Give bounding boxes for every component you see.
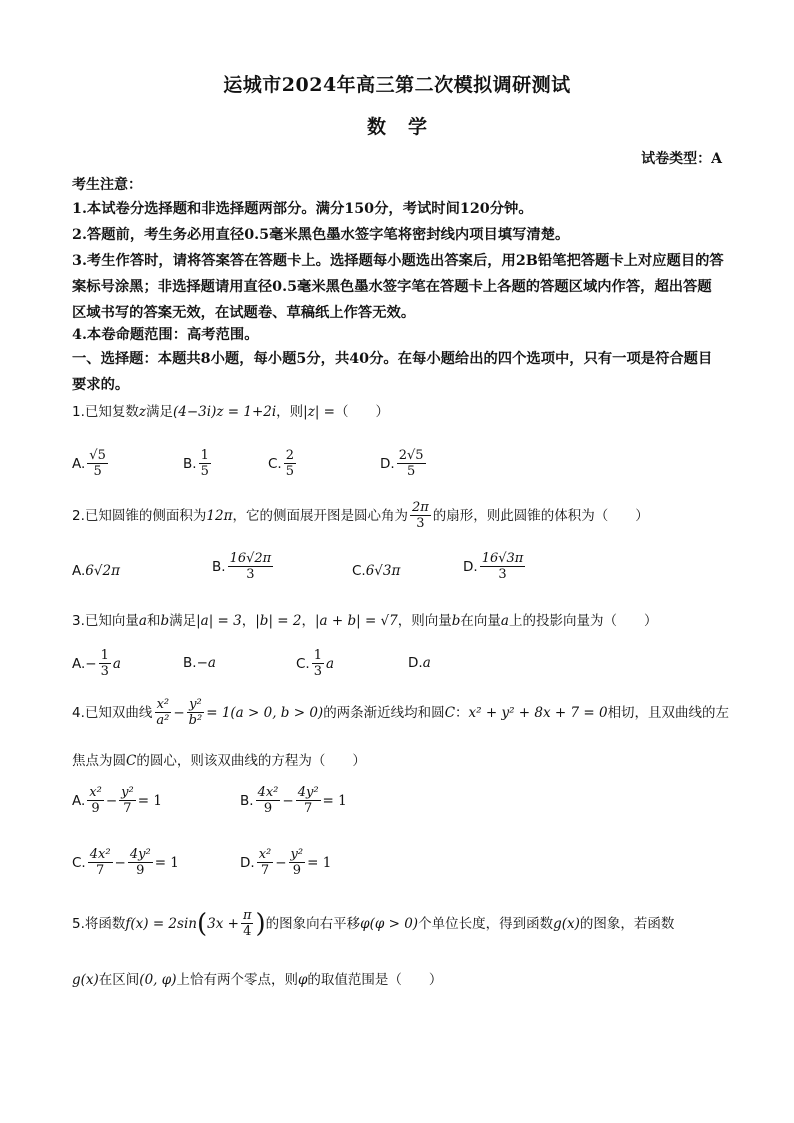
denominator: 3 [498, 567, 507, 582]
circle-c: C [126, 753, 137, 769]
exam-title: 运城市2024年高三第二次模拟调研测试 [223, 74, 571, 96]
sign: − [85, 655, 97, 672]
option-label: A. [72, 563, 86, 579]
q3-cond1: |a| = 3 [196, 613, 242, 629]
numerator: 2 [285, 448, 294, 463]
paper-type: 试卷类型：A [641, 151, 722, 167]
q2-option-c [352, 563, 400, 579]
subject-title: 数学 [366, 116, 449, 138]
denominator: 3 [100, 664, 109, 679]
q1-option-d [380, 448, 428, 479]
numerator: √5 [89, 448, 106, 463]
numerator: x² [89, 785, 102, 800]
q4-option-a: A. $\frac{\text{x²}}{9}$ − $\frac{\text{y²}}{7}$ = 1 [72, 785, 162, 816]
q3-cond2: |b| = 2 [255, 613, 302, 629]
fraction [289, 847, 306, 878]
option-label: B. [240, 792, 254, 809]
option-value: a [422, 655, 431, 671]
option-label: B. [183, 455, 197, 472]
q3-text: 和 [146, 613, 161, 629]
q4-text3: 相切，且双曲线的左 [607, 704, 730, 721]
option-label: A. [72, 655, 86, 672]
q4-option-c: C. $\frac{\text{4x²}}{7}$ − $\frac{\text{4y²}}{9}$ = 1 [72, 847, 179, 878]
q5-text: 5.将函数 [72, 915, 126, 932]
fraction [312, 648, 324, 679]
vector-a: a [326, 655, 335, 672]
q4-text5: 的圆心，则该双曲线的方程为（ ） [136, 753, 366, 769]
numerator: 1 [313, 648, 322, 663]
vector-a: a [112, 655, 121, 672]
numerator: x² [156, 697, 170, 712]
q1-equation: (4−3i)z = 1+2i [173, 404, 277, 420]
q5-text7: 的取值范围是（ ） [307, 972, 443, 988]
option-label: A. [72, 792, 86, 809]
numerator: 16√2π [229, 551, 272, 566]
fraction [199, 448, 211, 479]
q5-text6: 上恰有两个零点，则 [176, 972, 298, 988]
q4-text4: 焦点为圆 [72, 753, 126, 769]
q3-option-c [296, 648, 334, 679]
q2-option-a [72, 563, 120, 579]
denominator: 9 [292, 863, 301, 878]
vector-a: a [138, 613, 147, 629]
interval: (0, φ) [139, 972, 177, 988]
denominator: 7 [123, 801, 132, 816]
q5-text5: 在区间 [98, 972, 140, 988]
vector-b: b [160, 613, 170, 629]
q2-area: 12π [206, 507, 233, 524]
denominator: a² [156, 713, 170, 728]
option-label: A. [72, 455, 86, 472]
fraction [88, 847, 113, 878]
numerator: y² [189, 697, 202, 712]
q1-var: z [138, 404, 147, 420]
q1-option-c [268, 448, 298, 479]
function-g: g(x) [553, 915, 580, 932]
q1-option-a [72, 448, 110, 479]
q1-text: 1.已知复数 [72, 404, 139, 420]
q4-colon: ： [455, 704, 469, 721]
question-1 [72, 402, 732, 422]
q1-option-b [183, 448, 213, 479]
option-label: C. [72, 854, 86, 871]
q4-option-d: D. $\frac{\text{x²}}{7}$ − $\frac{\text{y²}}{9}$ = 1 [240, 847, 332, 878]
q3-text: 在向量 [460, 613, 501, 629]
q4-text2: 的两条渐近线均和圆 [323, 704, 445, 721]
option-label: C. [296, 655, 310, 672]
fraction [410, 500, 431, 531]
fraction [257, 847, 274, 878]
fraction [296, 785, 321, 816]
q4-text: 4.已知双曲线 [72, 704, 153, 721]
equals-one: = 1 [137, 792, 162, 809]
q3-option-a [72, 648, 121, 679]
numerator: 1 [100, 648, 109, 663]
function-g: g(x) [72, 972, 99, 988]
numerator: y² [290, 847, 304, 862]
q4-condition: = 1(a > 0, b > 0) [206, 704, 324, 721]
option-label: D. [240, 854, 255, 871]
numerator: 4x² [89, 847, 111, 862]
fraction [256, 785, 281, 816]
q3-comma: ， [301, 613, 315, 629]
q1-modulus: |z| = [303, 404, 335, 420]
phi: φ [297, 972, 308, 988]
question-4-line-2 [72, 751, 732, 771]
numerator: 4x² [257, 785, 279, 800]
q3-text: 满足 [169, 613, 197, 629]
fraction [99, 648, 111, 679]
notice-heading: 考生注意： [72, 177, 142, 193]
option-label: C. [352, 563, 366, 579]
q3-text: 上的投影向量为（ ） [508, 613, 658, 629]
denominator: 4 [243, 924, 252, 939]
fraction [187, 697, 205, 728]
option-value: 6√3π [365, 563, 401, 579]
q1-text2: 满足 [146, 404, 174, 420]
q5-text3: 个单位长度，得到函数 [418, 915, 554, 932]
numerator: y² [121, 785, 134, 800]
q3-text: 3.已知向量 [72, 613, 139, 629]
shift-phi: φ(φ > 0) [360, 915, 419, 932]
circle-equation: x² + y² + 8x + 7 = 0 [468, 704, 608, 721]
denominator: 9 [136, 863, 145, 878]
denominator: 5 [285, 464, 294, 479]
q2-text2: ，它的侧面展开图是圆心角为 [232, 507, 408, 524]
equals-one: = 1 [322, 792, 347, 809]
denominator: 7 [303, 801, 313, 816]
denominator: 9 [263, 801, 273, 816]
option-label: D. [380, 455, 395, 472]
fraction [241, 908, 254, 939]
question-3 [72, 611, 732, 631]
question-5: 5.将函数 f(x) = 2sin ( 3x + $\frac{\pi}{4}$ ) 的图象向右平移 φ(φ > 0) 个单位长度，得到函数 g(x) 的图象，若函数 [72, 908, 675, 939]
denominator: 7 [260, 863, 270, 878]
function-arg: 3x + [207, 915, 239, 932]
notice-item-2: 2.答题前，考生务必用直径0.5毫米黑色墨水签字笔将密封线内项目填写清楚。 [72, 227, 570, 243]
function-f: f(x) = 2sin [125, 915, 197, 932]
option-label: C. [268, 455, 282, 472]
q1-text3: ，则 [276, 404, 304, 420]
equals-one: = 1 [307, 854, 332, 871]
vector-a: a [500, 613, 509, 629]
option-label: D. [463, 558, 478, 575]
q3-option-b [183, 655, 216, 671]
fraction [119, 785, 136, 816]
q3-cond3: |a + b| = √7 [314, 613, 398, 629]
section-heading: 一、选择题：本题共8小题，每小题5分，共40分。在每小题给出的四个选项中，只有一项是符合题目要求的。 [72, 351, 713, 393]
q4-option-b: B. $\frac{\text{4x²}}{9}$ − $\frac{\text{4y²}}{7}$ = 1 [240, 785, 347, 816]
fraction [228, 551, 274, 582]
numerator: x² [258, 847, 272, 862]
numerator: 4y² [129, 847, 151, 862]
question-4: 4.已知双曲线 $\frac{\text{x²}}{\text{a²}}$ − $\frac{\text{y²}}{\text{b²}}$ = 1(a > 0, b > 0) 的两条渐近线均和圆 C ： x² + y² + 8x + 7 = 0 相切，且双曲线的左 [72, 697, 730, 728]
question-2 [72, 500, 732, 531]
q2-text: 2.已知圆锥的侧面积为 [72, 507, 207, 524]
fraction [87, 785, 104, 816]
q5-text2: 的图象向右平移 [265, 915, 361, 932]
numerator: 2π [411, 500, 429, 515]
numerator: 1 [200, 448, 209, 463]
denominator: 5 [200, 464, 209, 479]
notice-item-4: 4.本卷命题范围：高考范围。 [72, 327, 259, 343]
denominator: 9 [91, 801, 100, 816]
fraction [284, 448, 296, 479]
denominator: 5 [93, 464, 102, 479]
numerator: 2√5 [398, 448, 424, 463]
q5-text4: 的图象，若函数 [579, 915, 675, 932]
q1-blank: （ ） [334, 404, 389, 420]
denominator: 3 [416, 516, 425, 531]
option-label: B. [183, 655, 197, 671]
q3-option-d [408, 655, 431, 671]
fraction [128, 847, 153, 878]
q2-option-b [212, 551, 275, 582]
numerator: π [242, 908, 252, 923]
option-value: −a [196, 655, 216, 671]
denominator: 5 [406, 464, 416, 479]
q2-option-d [463, 551, 527, 582]
q2-text3: 的扇形，则此圆锥的体积为（ ） [432, 507, 649, 524]
option-label: D. [408, 655, 423, 671]
denominator: 3 [313, 664, 322, 679]
fraction [397, 448, 426, 479]
option-value: 6√2π [85, 563, 120, 579]
denominator: 7 [95, 863, 105, 878]
denominator: 3 [246, 567, 255, 582]
circle-c: C [444, 704, 456, 721]
fraction [154, 697, 171, 728]
notice-item-1: 1.本试卷分选择题和非选择题两部分。满分150分，考试时间120分钟。 [72, 201, 533, 217]
numerator: 4y² [297, 785, 319, 800]
notice-item-3: 3.考生作答时，请将答案答在答题卡上。选择题每小题选出答案后，用2B铅笔把答题卡上对应题目的答案标号涂黑；非选择题请用直径0.5毫米黑色墨水签字笔在答题卡上各题的答题区域内作答，超出答题区域书写的答案无效，在试题卷、草稿纸上作答无效。 [72, 253, 724, 321]
numerator: 16√3π [481, 551, 524, 566]
option-label: B. [212, 558, 226, 575]
equals-one: = 1 [154, 854, 179, 871]
q3-comma: ， [241, 613, 256, 629]
fraction [480, 551, 526, 582]
question-5-line-2 [72, 970, 732, 990]
denominator: b² [188, 713, 203, 728]
vector-b: b [451, 613, 461, 629]
fraction [87, 448, 108, 479]
q3-text: ，则向量 [397, 613, 452, 629]
